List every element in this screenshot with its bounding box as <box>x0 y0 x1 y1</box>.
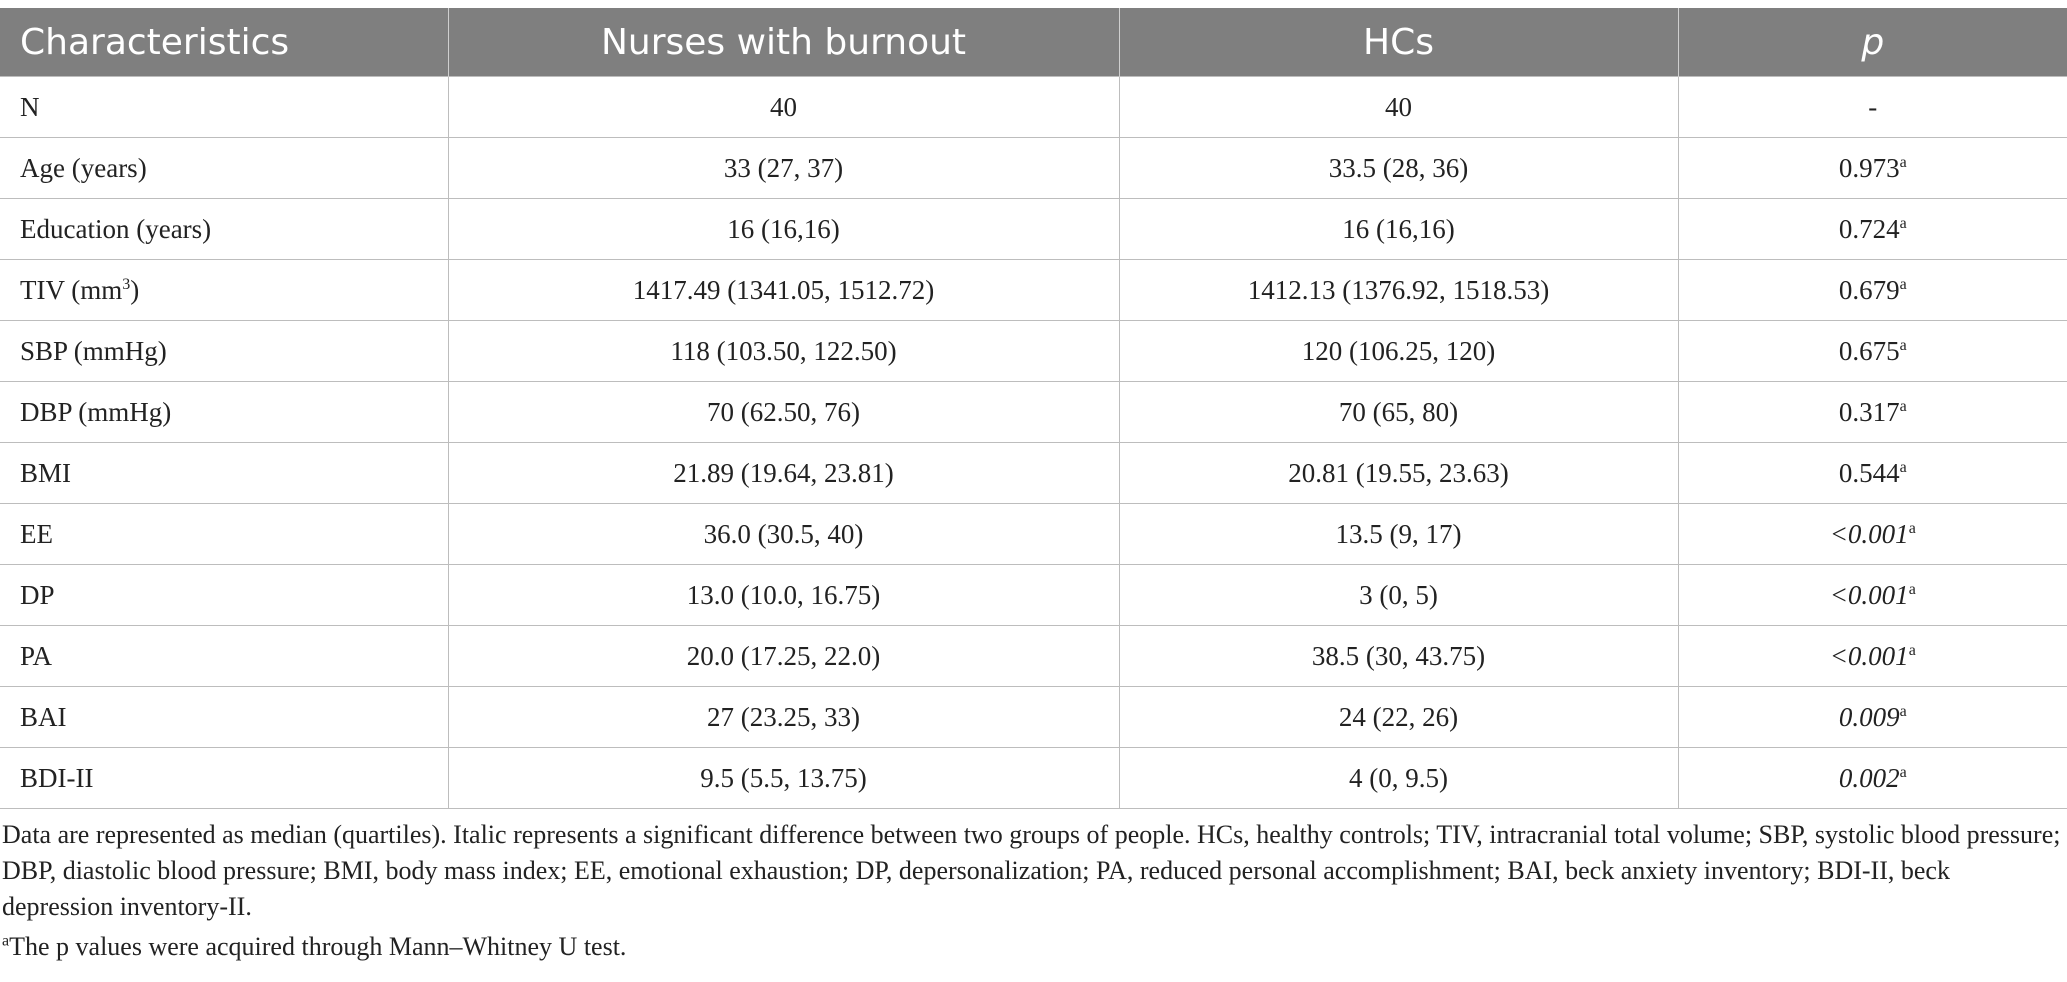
cell-hc-value: 40 <box>1119 77 1678 138</box>
cell-hc-value: 4 (0, 9.5) <box>1119 748 1678 809</box>
cell-hc-value: 120 (106.25, 120) <box>1119 321 1678 382</box>
cell-p-value <box>1678 748 2067 809</box>
table-row <box>0 321 2067 382</box>
cell-characteristic <box>0 748 448 809</box>
cell-hc-value: 20.81 (19.55, 23.63) <box>1119 443 1678 504</box>
cell-p-value <box>1678 321 2067 382</box>
cell-hc-value: 3 (0, 5) <box>1119 565 1678 626</box>
cell-hc-value: 16 (16,16) <box>1119 199 1678 260</box>
characteristic-label: BDI-II <box>20 762 94 793</box>
footnote-marker: a <box>2 932 10 950</box>
cell-p-value <box>1678 687 2067 748</box>
cell-burnout-value: 9.5 (5.5, 13.75) <box>448 748 1119 809</box>
table-row <box>0 260 2067 321</box>
p-value-superscript: a <box>1908 580 1916 598</box>
p-value-superscript: a <box>1899 336 1907 354</box>
table-row <box>0 443 2067 504</box>
footnote-note-text: The p values were acquired through Mann–Whitney U test. <box>9 932 627 961</box>
p-value-superscript: a <box>1899 153 1907 171</box>
p-value-text: 0.679 <box>1838 274 1900 305</box>
p-value-text: <0.001 <box>1829 518 1909 549</box>
table-row <box>0 382 2067 443</box>
table-row <box>0 77 2067 138</box>
p-value-superscript: a <box>1899 214 1907 232</box>
p-value-text: 0.973 <box>1838 152 1900 183</box>
cell-burnout-value: 21.89 (19.64, 23.81) <box>448 443 1119 504</box>
cell-p-value <box>1678 138 2067 199</box>
characteristic-label: DBP (mmHg) <box>20 396 172 427</box>
cell-p-value <box>1678 504 2067 565</box>
cell-p-value <box>1678 260 2067 321</box>
characteristic-label: TIV (mm <box>20 274 123 305</box>
cell-hc-value: 24 (22, 26) <box>1119 687 1678 748</box>
cell-characteristic <box>0 321 448 382</box>
table-row <box>0 565 2067 626</box>
table-row <box>0 626 2067 687</box>
header-nurses-with-burnout: Nurses with burnout <box>448 8 1119 77</box>
cell-hc-value: 70 (65, 80) <box>1119 382 1678 443</box>
table-body <box>0 77 2067 809</box>
cell-characteristic <box>0 504 448 565</box>
cell-burnout-value: 40 <box>448 77 1119 138</box>
cell-p-value <box>1678 77 2067 138</box>
cell-characteristic <box>0 565 448 626</box>
p-value-superscript: a <box>1899 458 1907 476</box>
cell-burnout-value: 36.0 (30.5, 40) <box>448 504 1119 565</box>
characteristic-label: Age (years) <box>20 152 147 183</box>
cell-burnout-value: 1417.49 (1341.05, 1512.72) <box>448 260 1119 321</box>
cell-burnout-value: 33 (27, 37) <box>448 138 1119 199</box>
characteristic-label: SBP (mmHg) <box>20 335 167 366</box>
table-footnote <box>0 817 2067 965</box>
characteristics-table <box>0 8 2067 809</box>
cell-hc-value: 38.5 (30, 43.75) <box>1119 626 1678 687</box>
characteristic-label: PA <box>20 640 53 671</box>
p-value-text: 0.002 <box>1838 762 1900 793</box>
cell-characteristic <box>0 626 448 687</box>
table-container <box>0 8 2067 965</box>
p-value-text: 0.009 <box>1838 701 1900 732</box>
cell-characteristic <box>0 443 448 504</box>
p-value-superscript: a <box>1899 397 1907 415</box>
table-row <box>0 199 2067 260</box>
p-value-text: 0.724 <box>1838 213 1900 244</box>
p-value-superscript: a <box>1908 641 1916 659</box>
cell-characteristic <box>0 260 448 321</box>
characteristic-superscript: 3 <box>122 275 131 293</box>
table-row <box>0 504 2067 565</box>
characteristic-label: N <box>20 91 40 122</box>
table-row <box>0 687 2067 748</box>
cell-hc-value: 13.5 (9, 17) <box>1119 504 1678 565</box>
header-row <box>0 8 2067 77</box>
cell-burnout-value: 20.0 (17.25, 22.0) <box>448 626 1119 687</box>
characteristic-label: BAI <box>20 701 67 732</box>
p-value-text: <0.001 <box>1829 579 1909 610</box>
footnote-note <box>2 929 2061 965</box>
cell-burnout-value: 70 (62.50, 76) <box>448 382 1119 443</box>
header-hcs: HCs <box>1119 8 1678 77</box>
p-value-text: - <box>1868 91 1878 122</box>
header-p-value: p <box>1678 8 2067 77</box>
cell-characteristic <box>0 199 448 260</box>
table-row <box>0 138 2067 199</box>
cell-characteristic <box>0 382 448 443</box>
cell-p-value <box>1678 565 2067 626</box>
cell-hc-value: 1412.13 (1376.92, 1518.53) <box>1119 260 1678 321</box>
characteristic-label: DP <box>20 579 55 610</box>
cell-p-value <box>1678 199 2067 260</box>
footnote-text: Data are represented as median (quartiles). Italic represents a significant difference between two groups of people. HCs, healthy controls; TIV, intracranial total volume; SBP, systolic blood pressure; DBP, diastolic blood pressure; BMI, body mass index; EE, emotional exhaustion; DP, depersonalization; PA, reduced personal accomplishment; BAI, beck anxiety inventory; BDI-II, beck depression inventory-II. <box>2 820 2061 921</box>
p-value-text: <0.001 <box>1829 640 1909 671</box>
cell-p-value <box>1678 626 2067 687</box>
p-value-superscript: a <box>1899 702 1907 720</box>
p-value-text: 0.317 <box>1838 396 1900 427</box>
p-value-superscript: a <box>1899 763 1907 781</box>
cell-characteristic <box>0 138 448 199</box>
table-row <box>0 748 2067 809</box>
cell-p-value <box>1678 443 2067 504</box>
cell-burnout-value: 13.0 (10.0, 16.75) <box>448 565 1119 626</box>
p-value-text: 0.544 <box>1838 457 1900 488</box>
characteristic-label: EE <box>20 518 53 549</box>
cell-characteristic <box>0 687 448 748</box>
characteristic-label: Education (years) <box>20 213 212 244</box>
cell-burnout-value: 16 (16,16) <box>448 199 1119 260</box>
cell-burnout-value: 118 (103.50, 122.50) <box>448 321 1119 382</box>
cell-hc-value: 33.5 (28, 36) <box>1119 138 1678 199</box>
p-value-superscript: a <box>1899 275 1907 293</box>
characteristic-label: BMI <box>20 457 72 488</box>
p-value-text: 0.675 <box>1838 335 1900 366</box>
header-characteristics: Characteristics <box>0 8 448 77</box>
characteristic-label-suffix: ) <box>130 274 140 305</box>
cell-characteristic <box>0 77 448 138</box>
p-value-superscript: a <box>1908 519 1916 537</box>
cell-p-value <box>1678 382 2067 443</box>
cell-burnout-value: 27 (23.25, 33) <box>448 687 1119 748</box>
